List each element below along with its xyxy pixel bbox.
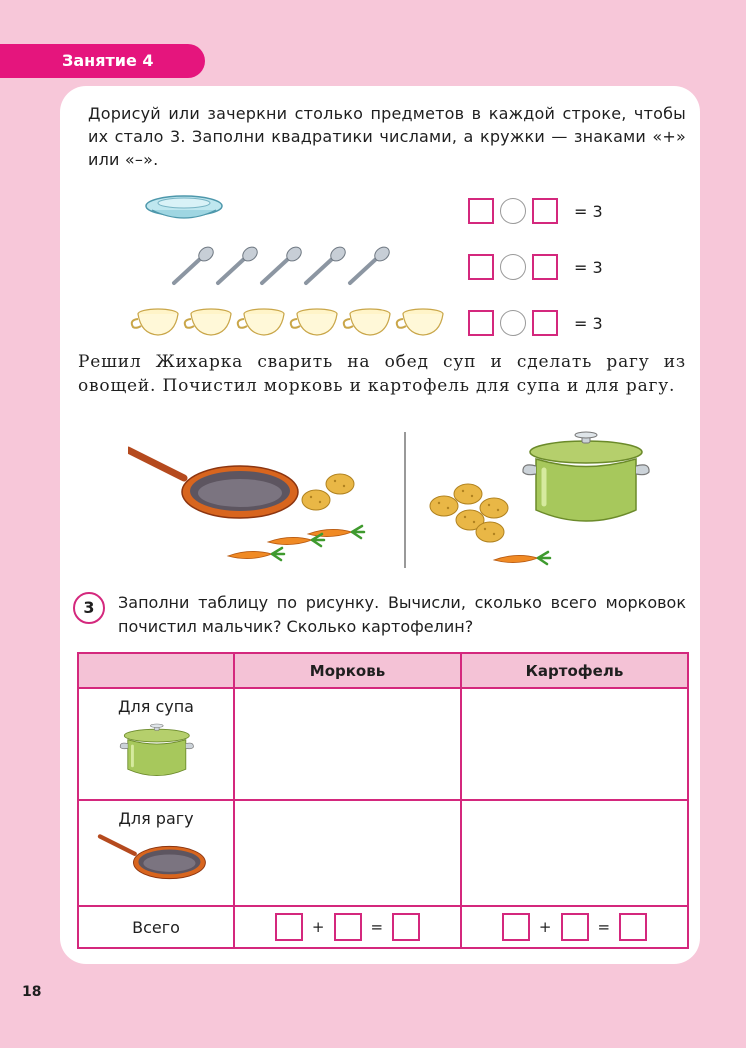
- equation: [468, 308, 603, 338]
- equals-three: = 3: [574, 313, 603, 333]
- row-objects: [126, 302, 446, 342]
- table-header-row: [78, 653, 688, 688]
- table-row-total: [78, 906, 688, 948]
- cup-icon: [185, 309, 231, 335]
- equals-three: = 3: [574, 201, 603, 221]
- task1-row-cups: [60, 302, 700, 342]
- equation: [468, 196, 603, 226]
- cell-ragout-carrot[interactable]: [234, 800, 461, 906]
- header-empty: [78, 653, 234, 688]
- pot-icon: [523, 432, 649, 521]
- potato-icon: [326, 474, 354, 494]
- cell-soup-carrot[interactable]: [234, 688, 461, 800]
- equals-three: = 3: [574, 257, 603, 277]
- sign-circle[interactable]: [500, 310, 526, 336]
- cup-icon: [397, 309, 443, 335]
- cell-soup-potato[interactable]: [461, 688, 688, 800]
- sign-circle[interactable]: [500, 198, 526, 224]
- row-objects: [144, 190, 224, 230]
- row-objects: [170, 246, 400, 286]
- cup-icon: [238, 309, 284, 335]
- answer-box[interactable]: [275, 913, 303, 941]
- spoon-icon: [218, 246, 260, 283]
- row-label-ragout: [78, 800, 234, 906]
- row-label-total: Всего: [78, 906, 234, 948]
- answer-box[interactable]: [532, 198, 558, 224]
- table-row-ragout: [78, 800, 688, 906]
- right-scene: [426, 426, 686, 571]
- potato-icon: [302, 490, 330, 510]
- equation: [468, 252, 603, 282]
- sum-expression: [275, 913, 420, 941]
- answer-box[interactable]: [334, 913, 362, 941]
- cell-ragout-potato[interactable]: [461, 800, 688, 906]
- row-label-text: Для супа: [118, 697, 194, 716]
- task1-row-spoons: [60, 246, 700, 286]
- answer-box[interactable]: [502, 913, 530, 941]
- page-number: 18: [22, 984, 42, 1000]
- cup-icon: [132, 309, 178, 335]
- potato-icon: [430, 496, 458, 516]
- cup-icon: [344, 309, 390, 335]
- task1-instruction: Дорисуй или зачеркни столько предметов в каждой строке, чтобы их стало 3. Заполни квадратики числами, а кружки — знаками «+» или «–».: [88, 104, 686, 169]
- potato-icon: [454, 484, 482, 504]
- sum-expression: [502, 913, 647, 941]
- scene-divider: [404, 432, 406, 568]
- cup-icon: [291, 309, 337, 335]
- plate-icon: [144, 190, 224, 230]
- answer-box[interactable]: [561, 913, 589, 941]
- worksheet-card: [60, 86, 700, 964]
- total-potato: [461, 906, 688, 948]
- frying-pan-icon: [96, 832, 216, 896]
- answer-box[interactable]: [468, 310, 494, 336]
- table-row-soup: [78, 688, 688, 800]
- answer-box[interactable]: [619, 913, 647, 941]
- spoon-icon: [350, 246, 392, 283]
- sign-circle[interactable]: [500, 254, 526, 280]
- task1-row-plate: [60, 190, 700, 230]
- answer-box[interactable]: [468, 198, 494, 224]
- plus-sign: +: [311, 918, 325, 936]
- equals-sign: =: [597, 918, 611, 936]
- answer-box[interactable]: [392, 913, 420, 941]
- spoon-icon-group: [170, 246, 400, 286]
- carrot-icon: [494, 552, 550, 564]
- carrot-icon: [228, 548, 284, 560]
- story-text: Решил Жихарка сварить на обед суп и сделать рагу из овощей. Почистил морковь и картофель для супа и для рагу.: [78, 352, 686, 396]
- task3-number: 3: [73, 592, 105, 624]
- total-carrot: [234, 906, 461, 948]
- spoon-icon: [174, 246, 216, 283]
- frying-pan-icon: [128, 450, 298, 518]
- left-scene: [128, 438, 378, 568]
- answer-table: [77, 652, 689, 949]
- lesson-label: Занятие 4: [0, 44, 205, 78]
- spoon-icon: [306, 246, 348, 283]
- potato-icon: [480, 498, 508, 518]
- answer-box[interactable]: [468, 254, 494, 280]
- header-potato: Картофель: [461, 653, 688, 688]
- row-label-text: Для рагу: [118, 809, 194, 828]
- equals-sign: =: [370, 918, 384, 936]
- row-label-soup: [78, 688, 234, 800]
- plus-sign: +: [538, 918, 552, 936]
- task3-instruction: Заполни таблицу по рисунку. Вычисли, сколько всего морковок почистил мальчик? Сколько картофелин?: [118, 593, 686, 636]
- answer-box[interactable]: [532, 310, 558, 336]
- answer-box[interactable]: [532, 254, 558, 280]
- pot-icon: [108, 722, 204, 792]
- spoon-icon: [262, 246, 304, 283]
- cup-icon-group: [126, 302, 446, 342]
- header-carrot: Морковь: [234, 653, 461, 688]
- potato-icon: [476, 522, 504, 542]
